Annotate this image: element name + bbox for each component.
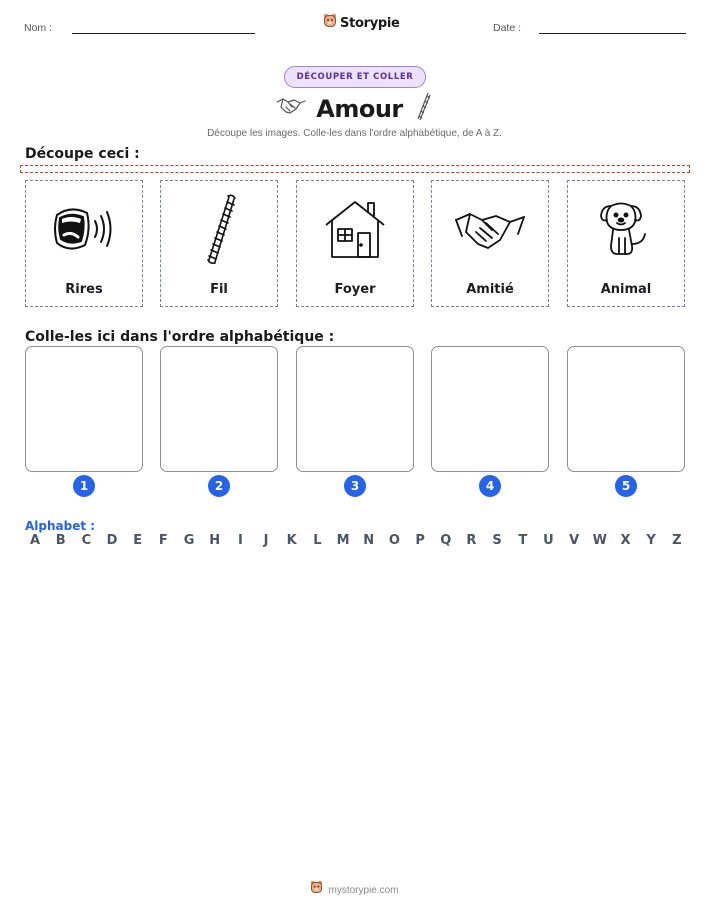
card-label: Amitié [466,282,514,297]
alphabet-letter: A [29,533,41,548]
brand-logo [323,13,400,34]
alphabet-letter: P [415,533,425,548]
slot-number-badge: 4 [479,475,501,497]
slot-number-badge: 2 [208,475,230,497]
handshake-icon [432,189,548,269]
slot-number-badge: 1 [73,475,95,497]
cut-card-foyer[interactable] [296,180,414,307]
alphabet-letter: R [466,533,477,548]
alphabet-letter: I [237,533,243,548]
cut-card-rires[interactable] [25,180,143,307]
alphabet-letter: Q [440,533,452,548]
puppy-icon [568,189,684,269]
alphabet-letter: S [492,533,502,548]
alphabet-letter: N [363,533,375,548]
alphabet-letter: U [543,533,554,548]
card-label: Foyer [334,282,376,297]
alphabet-letter: J [263,533,269,548]
storypie-mascot-icon [310,880,323,900]
brand-name: Storypie [340,16,400,31]
card-label: Rires [65,282,103,297]
card-label: Fil [210,282,228,297]
slot-number-badge: 5 [615,475,637,497]
footer-link[interactable]: mystorypie.com [328,884,399,896]
name-line[interactable] [72,33,255,34]
name-label: Nom : [24,22,53,34]
date-label: Date : [493,22,522,34]
date-line[interactable] [539,33,686,34]
alphabet-letter: M [336,533,350,548]
activity-badge: DÉCOUPER ET COLLER [284,66,426,88]
alphabet-letter: L [313,533,322,548]
alphabet-letter: V [569,533,580,548]
alphabet-letter: B [55,533,66,548]
rope-icon [413,91,433,126]
alphabet-letter: T [518,533,528,548]
alphabet-letter: G [183,533,195,548]
alphabet-row [26,533,686,548]
cut-card-animal[interactable] [567,180,685,307]
cut-card-amitie[interactable] [431,180,549,307]
house-icon [297,189,413,269]
alphabet-letter: F [158,533,168,548]
paste-slot-4[interactable] [431,346,549,472]
slot-number-badge: 3 [344,475,366,497]
cut-section-title: Découpe ceci : [25,146,140,162]
handshake-icon [276,95,306,122]
alphabet-letter: Z [672,533,682,548]
alphabet-letter: D [106,533,118,548]
alphabet-letter: X [620,533,631,548]
paste-section-title: Colle-les ici dans l'ordre alphabétique : [25,329,335,345]
page-title: Amour [316,94,403,123]
title-row [0,91,709,126]
cut-line [20,165,690,173]
card-label: Animal [600,282,652,297]
instructions: Découpe les images. Colle-les dans l'ordre alphabétique, de A à Z. [207,128,502,139]
paste-slot-3[interactable] [296,346,414,472]
footer [0,880,709,900]
cut-card-fil[interactable] [160,180,278,307]
alphabet-letter: H [209,533,221,548]
alphabet-letter: E [133,533,143,548]
alphabet-letter: Y [646,533,656,548]
paste-slot-2[interactable] [160,346,278,472]
storypie-mascot-icon [323,13,337,34]
alphabet-letter: O [388,533,400,548]
alphabet-letter: C [81,533,92,548]
alphabet-title: Alphabet : [25,519,96,533]
alphabet-letter: K [286,533,297,548]
laughing-mouth-icon [26,189,142,269]
paste-slot-5[interactable] [567,346,685,472]
alphabet-letter: W [592,533,607,548]
paste-slot-1[interactable] [25,346,143,472]
twisted-rope-icon [161,189,277,269]
